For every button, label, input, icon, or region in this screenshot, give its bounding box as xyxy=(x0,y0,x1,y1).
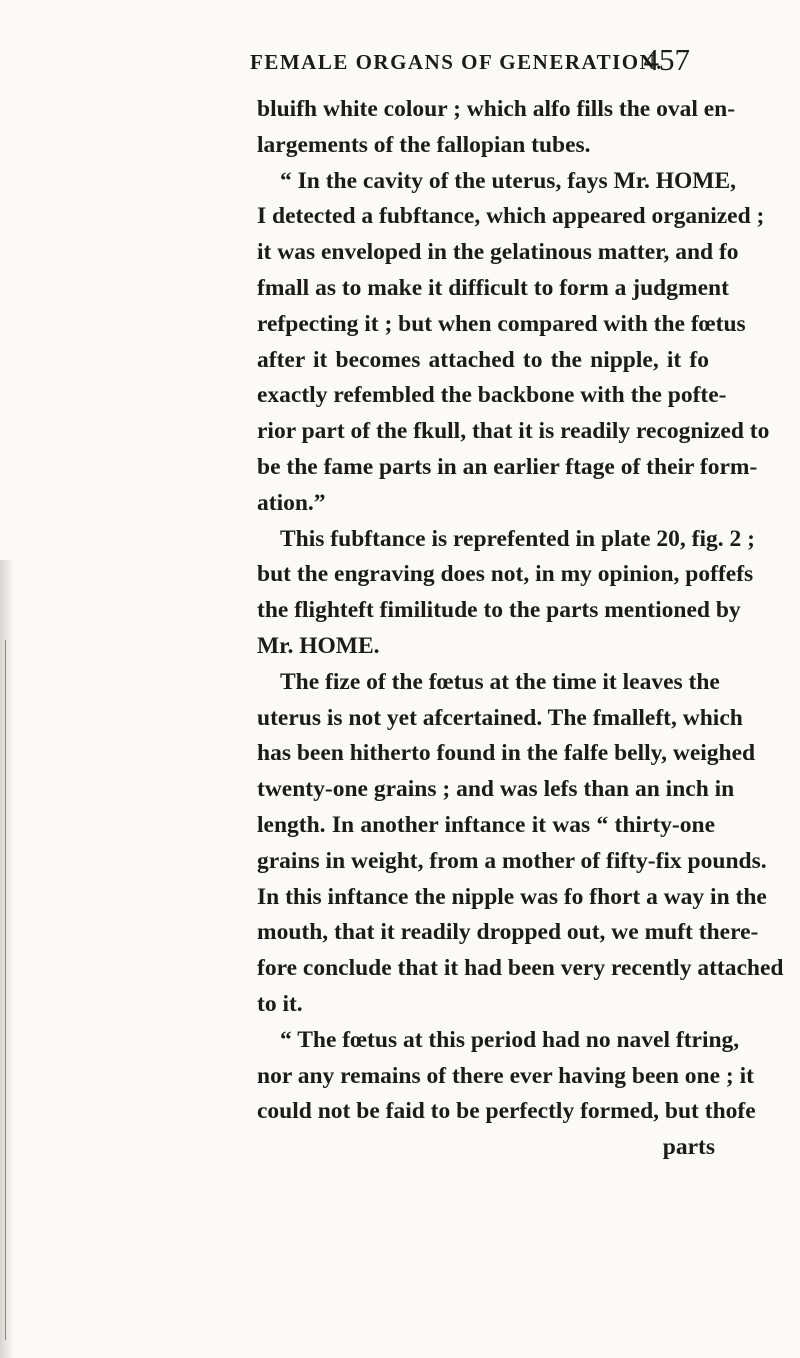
binding-edge xyxy=(5,640,6,1340)
text-line: rior part of the fkull, that it is readily recognized to xyxy=(257,418,770,445)
text-line: the flighteft fimilitude to the parts mentioned by xyxy=(257,597,741,624)
text-line: ation.” xyxy=(257,489,326,516)
text-line: mouth, that it readily dropped out, we muft there- xyxy=(257,919,759,946)
text-line: “ In the cavity of the uterus, fays Mr. HOME, xyxy=(280,167,737,194)
text-line: This fubftance is reprefented in plate 20, fig. 2 ; xyxy=(280,525,755,552)
text-line: be the fame parts in an earlier ftage of their form- xyxy=(257,453,758,480)
text-line: The fize of the fœtus at the time it leaves the xyxy=(280,668,720,695)
text-line: fore conclude that it had been very recently attached xyxy=(257,955,784,982)
text-line: grains in weight, from a mother of fifty-fix pounds. xyxy=(257,847,767,874)
text-line: but the engraving does not, in my opinion, poffefs xyxy=(257,561,754,588)
text-line: bluifh white colour ; which alfo fills the oval en- xyxy=(257,96,736,122)
text-line: Mr. HOME. xyxy=(257,632,380,659)
catchword: parts xyxy=(662,1134,715,1161)
text-line: “ The fœtus at this period had no navel ftring, xyxy=(280,1026,740,1053)
text-line: has been hitherto found in the falfe belly, weighed xyxy=(257,740,756,767)
text-line: it was enveloped in the gelatinous matter, and fo xyxy=(257,239,739,266)
text-line: I detected a fubftance, which appeared organized ; xyxy=(257,203,765,230)
running-head: FEMALE ORGANS OF GENERATION. xyxy=(250,50,664,74)
binding-shadow xyxy=(0,560,14,1358)
text-line: refpecting it ; but when compared with the fœtus xyxy=(257,310,746,337)
text-line: to it. xyxy=(257,990,303,1017)
text-line: largements of the fallopian tubes. xyxy=(257,131,591,158)
text-line: after it becomes attached to the nipple, it fo xyxy=(257,346,709,373)
text-line: twenty-one grains ; and was lefs than an inch in xyxy=(257,776,735,803)
text-line: uterus is not yet afcertained. The fmalleft, which xyxy=(257,704,743,731)
text-line: nor any remains of there ever having been one ; it xyxy=(257,1062,754,1089)
text-line: length. In another inftance it was “ thirty-one xyxy=(257,811,715,838)
text-line: exactly refembled the backbone with the pofte- xyxy=(257,382,727,409)
body-text xyxy=(257,92,784,1166)
page-number: 457 xyxy=(643,42,690,77)
text-line: In this inftance the nipple was fo fhort a way in the xyxy=(257,883,767,910)
text-line: could not be faid to be perfectly formed, but thofe xyxy=(257,1098,756,1125)
page-header xyxy=(250,40,690,90)
text-line: fmall as to make it difficult to form a judgment xyxy=(257,274,729,301)
